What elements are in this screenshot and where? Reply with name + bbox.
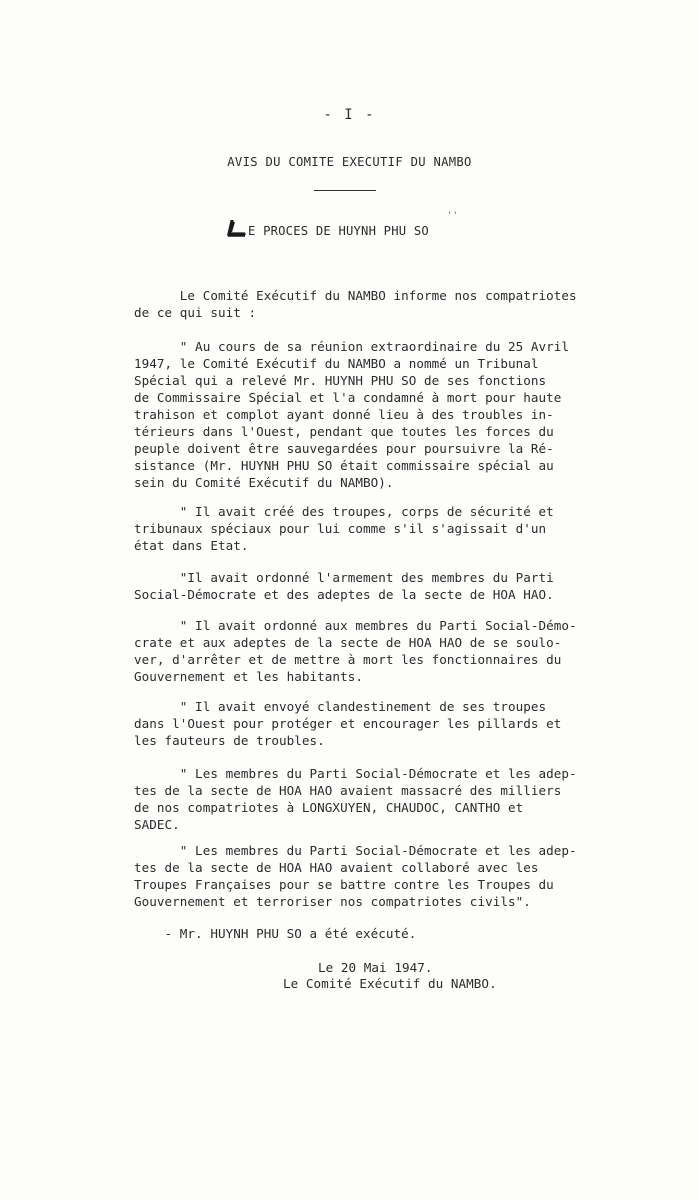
- text-line: sistance (Mr. HUYNH PHU SO était commissaire spécial au: [134, 458, 554, 473]
- text-line: les fauteurs de troubles.: [134, 733, 325, 748]
- text-line: "Il avait ordonné l'armement des membres du Parti: [134, 570, 554, 585]
- text-line: crate et aux adeptes de la secte de HOA HAO de se soulo-: [134, 635, 562, 650]
- text-line: ver, d'arrêter et de mettre à mort les fonctionnaires du: [134, 652, 562, 667]
- paragraph-envoye: [134, 698, 604, 749]
- subtitle-accent-mark: '': [447, 211, 458, 221]
- heading-underline: [314, 190, 376, 191]
- text-line: tes de la secte de HOA HAO avaient collaboré avec les: [134, 860, 539, 875]
- text-line: Social-Démocrate et des adeptes de la secte de HOA HAO.: [134, 587, 554, 602]
- paragraph-troupes: [134, 503, 604, 554]
- text-line: Gouvernement et les habitants.: [134, 669, 363, 684]
- text-line: état dans Etat.: [134, 538, 249, 553]
- paragraph-massacre: [134, 765, 604, 833]
- text-line: - Mr. HUYNH PHU SO a été exécuté.: [134, 926, 417, 941]
- text-line: tribunaux spéciaux pour lui comme s'il s'agissait d'un: [134, 521, 547, 536]
- text-line: térieurs dans l'Ouest, pendant que toutes les forces du: [134, 424, 554, 439]
- text-line: de nos compatriotes à LONGXUYEN, CHAUDOC, CANTHO et: [134, 800, 524, 815]
- text-line: tes de la secte de HOA HAO avaient massacré des milliers: [134, 783, 562, 798]
- closing-signature: Le Comité Exécutif du NAMBO.: [283, 976, 497, 991]
- text-line: trahison et complot ayant donné lieu à des troubles in-: [134, 407, 554, 422]
- text-line: Troupes Françaises pour se battre contre les Troupes du: [134, 877, 554, 892]
- text-line: " Il avait envoyé clandestinement de ses troupes: [134, 699, 547, 714]
- text-line: Spécial qui a relevé Mr. HUYNH PHU SO de ses fonctions: [134, 373, 547, 388]
- text-line: de Commissaire Spécial et l'a condamné à mort pour haute: [134, 390, 562, 405]
- document-subtitle: E PROCES DE HUYNH PHU SO: [248, 224, 429, 238]
- text-line: Gouvernement et terroriser nos compatriotes civils".: [134, 894, 531, 909]
- document-heading: AVIS DU COMITE EXECUTIF DU NAMBO: [227, 155, 472, 169]
- text-line: dans l'Ouest pour protéger et encourager les pillards et: [134, 716, 562, 731]
- text-line: " Les membres du Parti Social-Démocrate et les adep-: [134, 843, 577, 858]
- text-line: " Il avait ordonné aux membres du Parti Social-Démo-: [134, 618, 577, 633]
- text-line: Le Comité Exécutif du NAMBO informe nos compatriotes: [134, 288, 577, 303]
- handwritten-l-mark-icon: [226, 220, 248, 238]
- text-line: peuple doivent être sauvegardées pour poursuivre la Ré-: [134, 441, 554, 456]
- text-line: " Les membres du Parti Social-Démocrate et les adep-: [134, 766, 577, 781]
- paragraph-intro: [134, 287, 604, 321]
- text-line: 1947, le Comité Exécutif du NAMBO a nommé un Tribunal: [134, 356, 539, 371]
- text-line: " Il avait créé des troupes, corps de sécurité et: [134, 504, 554, 519]
- closing-date: Le 20 Mai 1947.: [318, 960, 433, 975]
- subtitle-row: [226, 220, 429, 240]
- paragraph-armement: [134, 569, 604, 603]
- text-line: SADEC.: [134, 817, 180, 832]
- paragraph-soulever: [134, 617, 604, 685]
- text-line: " Au cours de sa réunion extraordinaire du 25 Avril: [134, 339, 570, 354]
- paragraph-execute: [134, 925, 604, 942]
- text-line: de ce qui suit :: [134, 305, 257, 320]
- paragraph-collabore: [134, 842, 604, 910]
- page-number: - I -: [323, 107, 376, 123]
- text-line: sein du Comité Exécutif du NAMBO).: [134, 475, 394, 490]
- paragraph-tribunal: [134, 338, 604, 491]
